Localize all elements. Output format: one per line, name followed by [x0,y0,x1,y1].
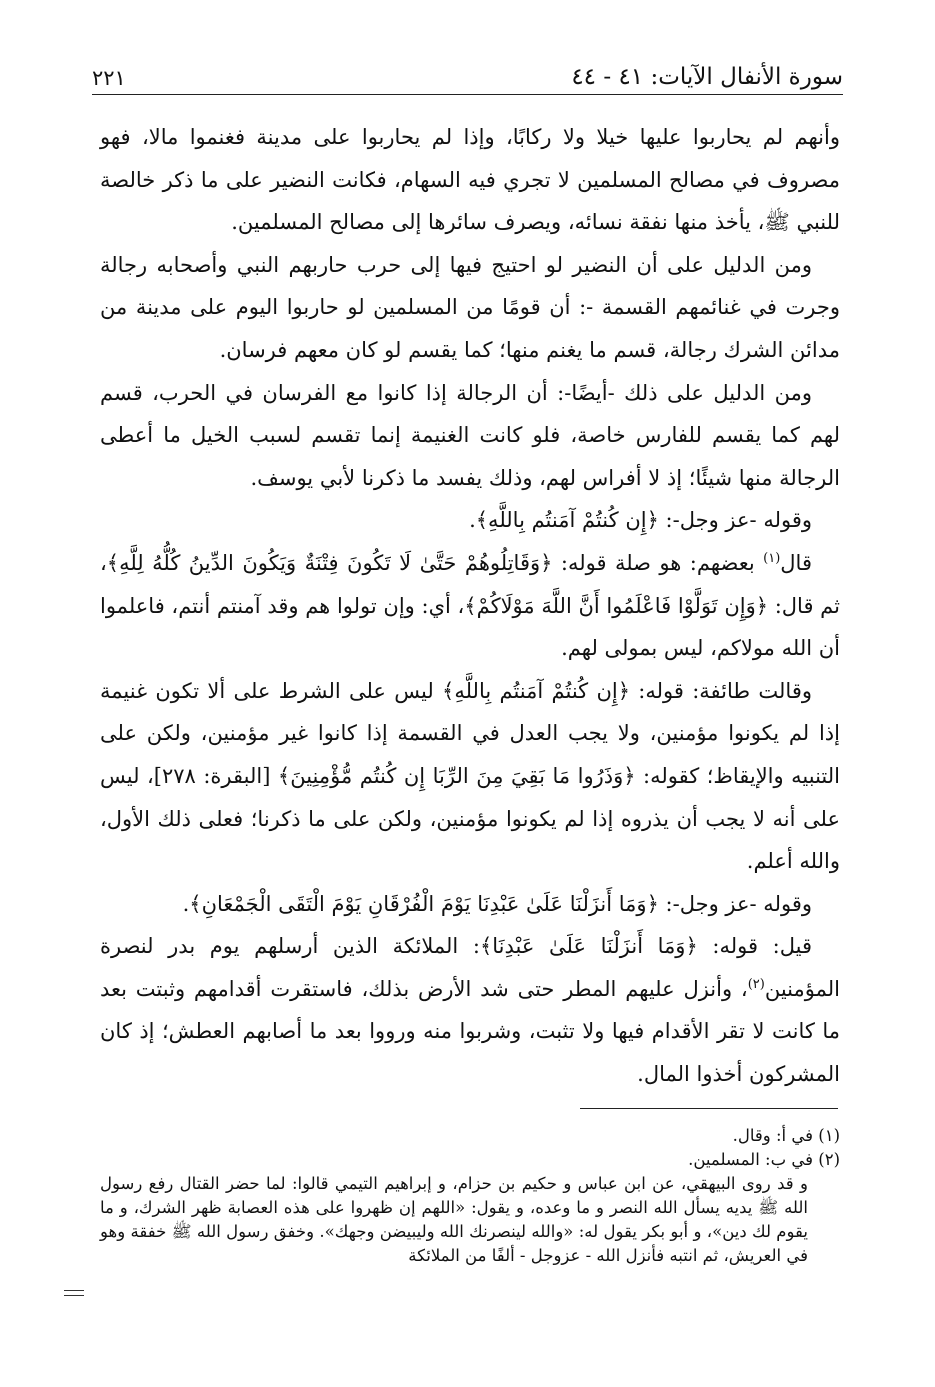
main-text [100,116,840,1096]
margin-mark [64,1290,84,1296]
chapter-title: سورة الأنفال الآيات: ٤١ - ٤٤ [571,64,843,90]
page-number: ٢٢١ [92,66,126,90]
paragraph-8 [100,925,840,1095]
footnote-2: (٢) في ب: المسلمين. [688,1150,840,1169]
paragraph-8-rest: ، وأنزل عليهم المطر حتى شد الأرض بذلك، فاستقرت أقدامهم وثبتت بعد ما كانت لا تقر الأقدام فيها ولا تثبت، وشربوا منه ورووا بعد ما أصابهم العطش؛ إذ كان المشركون أخذوا المال. [100,976,840,1087]
running-header [92,54,843,95]
paragraph-3: ومن الدليل على ذلك -أيضًا-: أن الرجالة إذا كانوا مع الفرسان في الحرب، قسم لهم كما يقسم للفارس خاصة، فلو كانت الغنيمة إنما تقسم لسبب الخيل ما أعطى الرجالة منها شيئًا؛ إذ لا أفراس لهم، وذلك يفسد ما ذكرنا لأبي يوسف. [100,380,840,490]
paragraph-5-rest: بعضهم: هو صلة قوله: ﴿وَقَاتِلُوهُمْ حَتَّىٰ لَا تَكُونَ فِتْنَةٌ وَيَكُونَ الدِّينُ كُلُّهُ لِلَّهِ﴾، ثم قال: ﴿وَإِن تَوَلَّوْا فَاعْلَمُوا أَنَّ اللَّهَ مَوْلَاكُمْ﴾، أي: وإن تولوا هم وقد آمنتم أنتم، فاعلموا أن الله مولاكم، ليس بمولى لهم. [100,550,840,661]
footnote-ref-1: (١) [763,550,781,566]
paragraph-1: وأنهم لم يحاربوا عليها خيلا ولا ركابًا، وإذا لم يحاربوا على مدينة فغنموا مالا، فهو مصروف في مصالح المسلمين لا تجري فيه السهام، فكانت النضير على ما ذكر خالصة للنبي ﷺ، يأخذ منها نفقة نسائه، ويصرف سائرها إلى مصالح المسلمين. [100,125,840,235]
footnote-ref-2: (٢) [747,976,765,992]
paragraph-7: وقوله -عز وجل-: ﴿وَمَا أَنزَلْنَا عَلَىٰ عَبْدِنَا يَوْمَ الْفُرْقَانِ يَوْمَ الْتَقَى الْجَمْعَانِ﴾. [182,891,812,916]
paragraph-5-start: قال [780,550,812,575]
paragraph-5 [100,542,840,670]
footnotes [100,1124,840,1268]
footnote-1: (١) في أ: وقال. [732,1126,840,1145]
paragraph-8-start: قيل: قوله: ﴿وَمَا أَنزَلْنَا عَلَىٰ عَبْدِنَا﴾: الملائكة الذين أرسلهم يوم بدر لنصرة المؤمنين [100,934,840,1001]
paragraph-6: وقالت طائفة: قوله: ﴿إِن كُنتُمْ آمَنتُم بِاللَّهِ﴾ ليس على الشرط على ألا تكون غنيمة إذا لم يكونوا مؤمنين، ولا يجب العدل في القسمة إذا كانوا غير مؤمنين، ولكن على التنبيه والإيقاظ؛ كقوله: ﴿وَذَرُوا مَا بَقِيَ مِنَ الرِّبَا إِن كُنتُم مُّؤْمِنِينَ﴾ [البقرة: ٢٧٨]، ليس على أنه لا يجب أن يذروه إذا لم يكونوا مؤمنين، ولكن على ما ذكرنا؛ فعلى ذلك الأول، والله أعلم. [100,678,841,874]
paragraph-4: وقوله -عز وجل-: ﴿إِن كُنتُمْ آمَنتُم بِاللَّهِ﴾. [469,508,812,533]
footnote-divider [580,1108,838,1109]
footnote-2-quote: و قد روى البيهقي، عن ابن عباس و حكيم بن حزام، و إبراهيم التيمي قالوا: لما حضر القتال رفع رسول الله ﷺ يديه يسأل الله النصر و ما وعده، و يقول: «اللهم إن ظهروا على هذه العصابة ظهر الشرك، و ما يقوم لك دين»، و أبو بكر يقول له: «والله لينصرنك الله وليبيضن وجهك». وخفق رسول الله ﷺ خفقة وهو في العريش، ثم انتبه فأنزل الله - عزوجل - ألفًا من الملائكة [100,1174,808,1265]
paragraph-2: ومن الدليل على أن النضير لو احتيج فيها إلى حرب حاربهم النبي وأصحابه رجالة وجرت في غنائمهم القسمة -: أن قومًا من المسلمين لو حاربوا اليوم على مدينة من مدائن الشرك رجالة، قسم ما يغنم منها؛ كما يقسم لو كان معهم فرسان. [100,252,840,362]
